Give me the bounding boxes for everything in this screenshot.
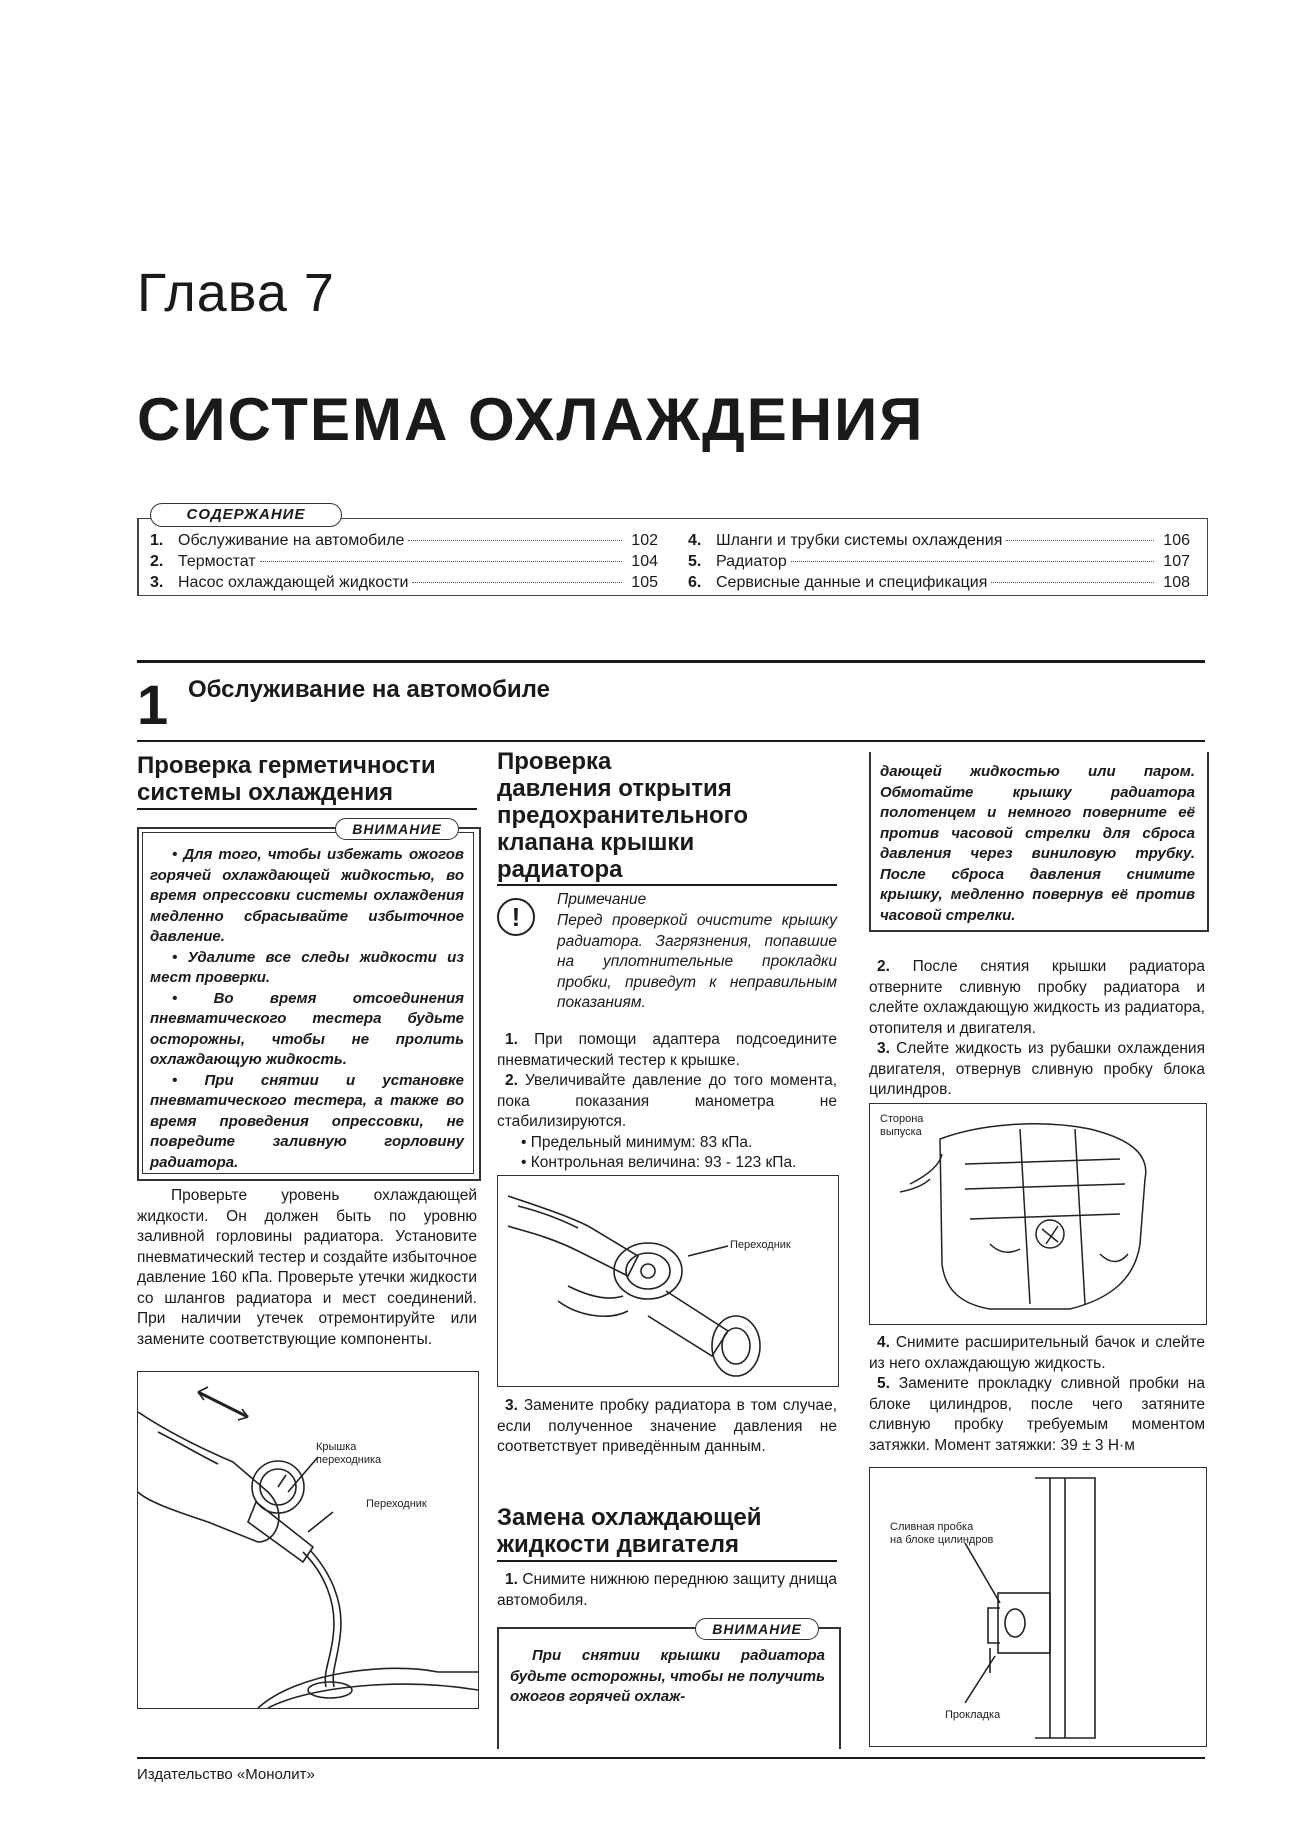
section-number: 1 [137,673,169,736]
note-exclamation-icon: ! [497,898,535,936]
col2-heading-line: радиатора [497,856,623,883]
pressure-tester-illustration [138,1372,478,1708]
col1-warning-label: ВНИМАНИЕ [335,818,459,840]
figure-label: переходника [316,1454,382,1466]
toc-entry[interactable]: 4. Шланги и трубки системы охлаждения 106 [688,532,1190,549]
col2-step1b [497,1570,837,1611]
section-top-rule [137,660,1205,663]
figure-label: Прокладка [945,1709,1001,1721]
figure-label: Сторона [880,1113,924,1125]
col2-heading2 [497,1504,837,1558]
step-item: 1. При помощи адаптера подсоедините пневматический тестер к крышке. [497,1031,837,1069]
col2-warning-text [510,1646,825,1708]
col2-heading2-line: жидкости двигателя [497,1531,740,1558]
engine-drain-figure [869,1103,1207,1325]
col1-heading-line: Проверка герметичности [137,752,436,779]
warning-item: • При снятии и установке пневматического тестера, а также во время проведения опрессовки, не повредите заливную горловину радиатора. [150,1071,464,1171]
bullet-item: • Контрольная величина: 93 - 123 кПа. [521,1154,797,1171]
block-drain-plug-figure [869,1467,1207,1747]
section-bottom-rule [137,740,1205,742]
col2-heading-rule [497,884,837,886]
step-item: 3. Слейте жидкость из рубашки охлаждения двигателя, отвернув сливную пробку блока цилиндров. [869,1040,1205,1098]
toc-right-column [688,530,1190,593]
col3-warning-text [880,762,1195,926]
step-item: 2. Увеличивайте давление до того момента, пока показания манометра не стабилизируются. [497,1072,837,1130]
col1-heading [137,752,477,806]
col1-heading-line: системы охлаждения [137,779,394,806]
col2-heading [497,748,837,883]
figure-label: Переходник [730,1239,791,1251]
pressure-tester-figure [137,1371,479,1709]
section-title: Обслуживание на автомобиле [188,676,550,703]
warning-item: • Для того, чтобы избежать ожогов горячей охлаждающей жидкостью, во время опрессовки системы охлаждения медленно сбрасывайте избыточное давление. [150,846,464,945]
step-item: 5. Замените прокладку сливной пробки на блоке цилиндров, после чего затяните сливную пробку требуемым моментом затяжки. Момент затяжки: 39 ± 3 Н·м [869,1375,1205,1454]
toc-entry[interactable]: 6. Сервисные данные и спецификация 108 [688,574,1190,591]
note-text [557,911,837,1014]
col2-step3 [497,1396,837,1458]
note-paragraph: Перед проверкой очистите крышку радиатора. Загрязнения, попавшие на уплотнительные прокладки пробки, приведут к неправильным показаниям. [557,912,837,1011]
bullet-item: • Предельный минимум: 83 кПа. [521,1133,753,1151]
col1-body-paragraph: Проверьте уровень охлаждающей жидкости. Он должен быть по уровню заливной горловины радиатора. Установите пневматический тестер и создайте избыточное давление 160 кПа. Проверьте утечки жидкости со шлангов радиатора и мест соединений. При наличии утечек отремонтируйте или замените соответствующие компоненты. [137,1187,477,1348]
col2-heading2-rule [497,1560,837,1562]
toc-entry[interactable]: 2. Термостат 104 [150,553,658,570]
col3-steps-a [869,957,1205,1101]
step-item: 3. Замените пробку радиатора в том случае, если полученное значение давления не соответствует приведённым данным. [497,1397,837,1455]
col1-body [137,1186,477,1350]
warning-item: дающей жидкостью или паром. Обмотайте крышку радиатора полотенцем и немного поверните её против часовой стрелки для сброса давления через виниловую трубку. После сброса давления снимите крышку, медленно повернув её против часовой стрелки. [880,763,1195,924]
col2-heading-line: Проверка [497,748,612,775]
col2-heading2-line: Замена охлаждающей [497,1504,762,1531]
col2-heading-line: предохранительного [497,802,749,829]
drain-plug-illustration [870,1468,1206,1746]
toc-heading: СОДЕРЖАНИЕ [150,503,342,527]
col2-heading-line: клапана крышки [497,829,695,856]
col2-warning-label: ВНИМАНИЕ [695,1618,819,1640]
cap-adapter-illustration [498,1176,838,1386]
warning-item: • Во время отсоединения пневматического тестера будьте осторожны, чтобы не пролить охлаждающую жидкость. [150,989,464,1068]
step-item: 4. Снимите расширительный бачок и слейте из него охлаждающую жидкость. [869,1334,1205,1372]
figure-label: выпуска [880,1126,922,1138]
step-item: 1. Снимите нижнюю переднюю защиту днища автомобиля. [497,1571,837,1609]
toc-entry[interactable]: 3. Насос охлаждающей жидкости 105 [150,574,658,591]
publisher-footer: Издательство «Монолит» [137,1766,315,1783]
col3-steps-b [869,1333,1205,1456]
chapter-title: СИСТЕМА ОХЛАЖДЕНИЯ [137,386,925,453]
chapter-label: Глава 7 [137,263,335,323]
col1-warning-text [150,845,464,1173]
toc-left-column [150,530,658,593]
engine-illustration [870,1104,1206,1324]
footer-rule [137,1757,1205,1759]
col2-steps [497,1030,837,1174]
toc-entry[interactable]: 5. Радиатор 107 [688,553,1190,570]
cap-adapter-figure [497,1175,839,1387]
figure-label: на блоке цилиндров [890,1534,994,1546]
figure-label: Сливная пробка [890,1521,974,1533]
figure-label: Переходник [366,1498,427,1510]
toc-entry[interactable]: 1. Обслуживание на автомобиле 102 [150,532,658,549]
col1-heading-rule [137,808,477,810]
col2-heading-line: давления открытия [497,775,732,802]
warning-item: • Удалите все следы жидкости из мест проверки. [150,948,464,986]
figure-label: Крышка [316,1441,357,1453]
warning-item: При снятии крышки радиатора будьте осторожны, чтобы не получить ожогов горячей охлаж- [510,1647,825,1705]
note-title: Примечание [557,891,647,908]
step-item: 2. После снятия крышки радиатора отверните сливную пробку радиатора и слейте охлаждающую жидкость из радиатора, отопителя и двигателя. [869,958,1205,1037]
